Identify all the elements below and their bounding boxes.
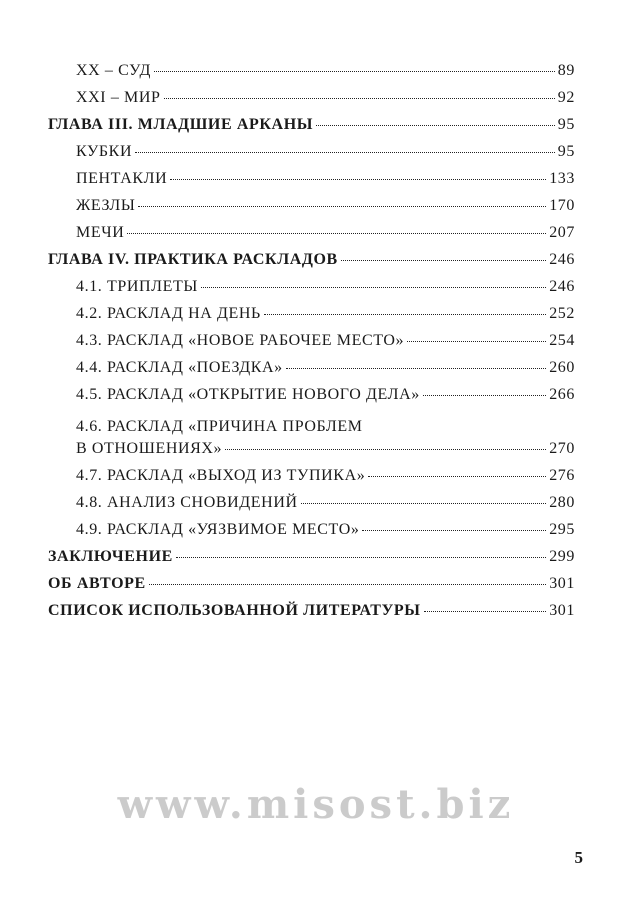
- dot-leader: [164, 98, 555, 99]
- toc-entry-page: 299: [549, 548, 575, 565]
- toc-chapter-entry: [48, 116, 575, 143]
- toc-entry: [48, 89, 575, 116]
- dot-leader: [138, 206, 546, 207]
- toc-entry: [48, 197, 575, 224]
- toc-entry-title: ЗАКЛЮЧЕНИЕ: [48, 548, 173, 565]
- dot-leader: [286, 368, 546, 369]
- dot-leader: [368, 476, 546, 477]
- toc-chapter-entry: [48, 575, 575, 602]
- toc-entry-title: СПИСОК ИСПОЛЬЗОВАННОЙ ЛИТЕРАТУРЫ: [48, 602, 421, 619]
- dot-leader: [127, 233, 546, 234]
- toc-entry-page: 252: [549, 305, 575, 322]
- toc-entry-title: XX – СУД: [76, 62, 151, 79]
- toc-entry-page: 301: [549, 575, 575, 592]
- toc-entry-title: XXI – МИР: [76, 89, 161, 106]
- toc-entry-page: 133: [549, 170, 575, 187]
- toc-entry-page: 92: [557, 89, 575, 106]
- toc-entry-title: 4.7. РАСКЛАД «ВЫХОД ИЗ ТУПИКА»: [76, 467, 366, 484]
- dot-leader: [407, 341, 546, 342]
- toc-entry-page: 246: [549, 278, 575, 295]
- toc-entry-title: ЖЕЗЛЫ: [76, 197, 136, 214]
- toc-entry-title: КУБКИ: [76, 143, 133, 160]
- toc-entry-title: 4.9. РАСКЛАД «УЯЗВИМОЕ МЕСТО»: [76, 521, 360, 538]
- page-number: 5: [574, 848, 583, 867]
- toc-entry: [48, 170, 575, 197]
- toc-entry: [48, 413, 575, 467]
- toc-entry-title: 4.3. РАСКЛАД «НОВОЕ РАБОЧЕЕ МЕСТО»: [76, 332, 405, 349]
- dot-leader: [424, 611, 547, 612]
- toc-entry: [48, 386, 575, 413]
- toc-entry-page: 207: [549, 224, 575, 241]
- toc-entry-title: ПЕНТАКЛИ: [76, 170, 168, 187]
- dot-leader: [135, 152, 555, 153]
- toc-entry-page: 270: [549, 440, 575, 457]
- toc-entry: [48, 143, 575, 170]
- toc-entry-page: 254: [549, 332, 575, 349]
- dot-leader: [149, 584, 546, 585]
- toc-entry-page: 276: [549, 467, 575, 484]
- dot-leader: [201, 287, 546, 288]
- toc-entry-title: ГЛАВА III. МЛАДШИЕ АРКАНЫ: [48, 116, 314, 133]
- dot-leader: [362, 530, 546, 531]
- toc-entry: [48, 467, 575, 494]
- dot-leader: [225, 449, 546, 450]
- dot-leader: [176, 557, 546, 558]
- toc-entry-title: 4.1. ТРИПЛЕТЫ: [76, 278, 198, 295]
- toc-entry-page: 95: [557, 143, 575, 160]
- toc-entry: [48, 494, 575, 521]
- toc-entry-page: 266: [549, 386, 575, 403]
- watermark: www.misost.biz: [117, 781, 515, 828]
- toc-entry-title: 4.5. РАСКЛАД «ОТКРЫТИЕ НОВОГО ДЕЛА»: [76, 386, 420, 403]
- toc-entry: [48, 62, 575, 89]
- dot-leader: [301, 503, 547, 504]
- toc-entry-title: 4.4. РАСКЛАД «ПОЕЗДКА»: [76, 359, 283, 376]
- table-of-contents: [48, 62, 575, 629]
- dot-leader: [264, 314, 546, 315]
- toc-entry: [48, 332, 575, 359]
- dot-leader: [154, 71, 555, 72]
- toc-entry-page: 170: [549, 197, 575, 214]
- toc-entry-page: 280: [549, 494, 575, 511]
- dot-leader: [423, 395, 546, 396]
- toc-entry-page: 95: [557, 116, 575, 133]
- toc-entry: [48, 359, 575, 386]
- toc-chapter-entry: [48, 602, 575, 629]
- toc-entry-title: 4.6. РАСКЛАД «ПРИЧИНА ПРОБЛЕМ: [76, 418, 363, 435]
- toc-entry-page: 89: [557, 62, 575, 79]
- toc-entry-page: 295: [549, 521, 575, 538]
- toc-entry: [48, 224, 575, 251]
- toc-entry-title: 4.2. РАСКЛАД НА ДЕНЬ: [76, 305, 261, 322]
- dot-leader: [316, 125, 555, 126]
- toc-chapter-entry: [48, 548, 575, 575]
- toc-entry: [48, 521, 575, 548]
- dot-leader: [170, 179, 546, 180]
- toc-entry-title: ОБ АВТОРЕ: [48, 575, 146, 592]
- toc-entry: [48, 278, 575, 305]
- toc-entry-page: 260: [549, 359, 575, 376]
- toc-chapter-entry: [48, 251, 575, 278]
- toc-entry-title: 4.8. АНАЛИЗ СНОВИДЕНИЙ: [76, 494, 298, 511]
- toc-entry-title-continued: В ОТНОШЕНИЯХ»: [76, 440, 223, 457]
- toc-entry-title: МЕЧИ: [76, 224, 125, 241]
- toc-entry: [48, 305, 575, 332]
- dot-leader: [341, 260, 546, 261]
- toc-entry-title: ГЛАВА IV. ПРАКТИКА РАСКЛАДОВ: [48, 251, 338, 268]
- toc-entry-page: 301: [549, 602, 575, 619]
- toc-entry-page: 246: [549, 251, 575, 268]
